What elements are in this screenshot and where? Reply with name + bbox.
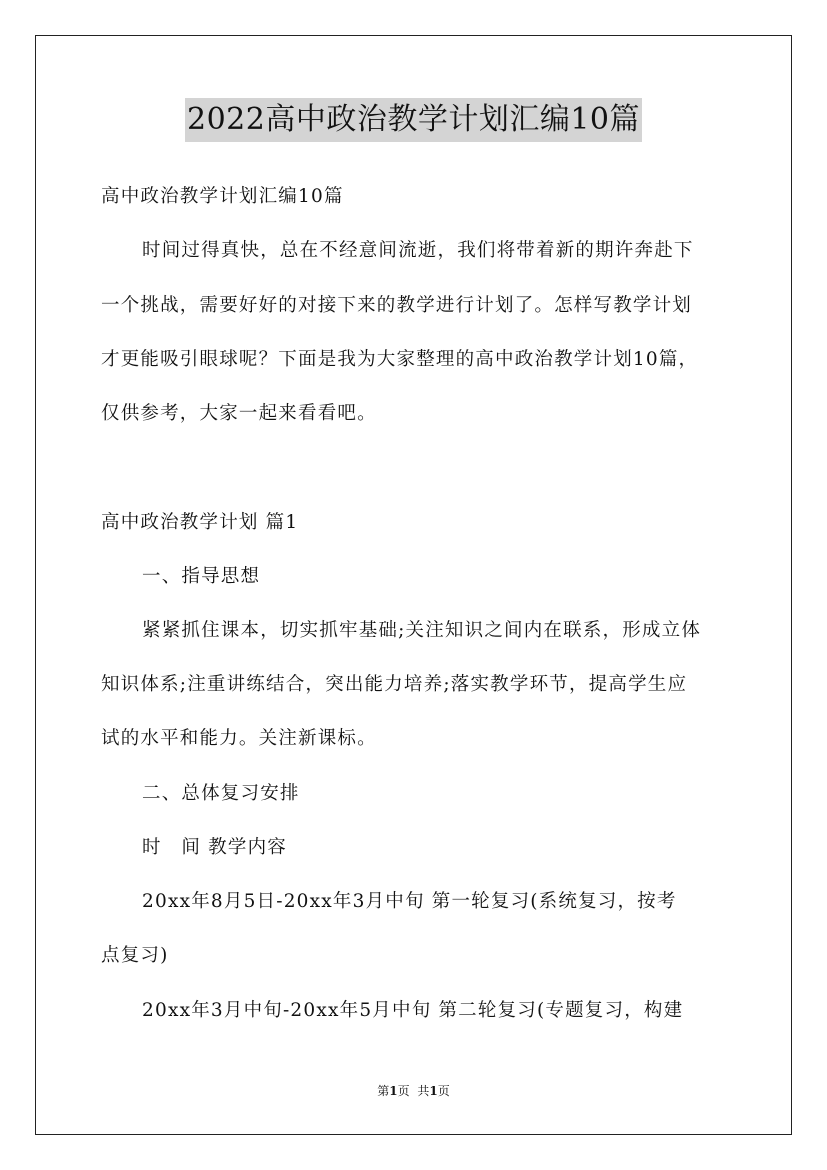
- paragraph-line: 紧紧抓住课本，切实抓牢基础;关注知识之间内在联系，形成立体: [142, 620, 702, 641]
- footer-page-mid: 页: [397, 1084, 410, 1098]
- section-heading: 高中政治教学计划 篇1: [101, 512, 299, 533]
- footer-total-number: 1: [429, 1084, 438, 1098]
- document-title: 2022高中政治教学计划汇编10篇: [185, 98, 642, 142]
- subsection-heading: 二、总体复习安排: [142, 783, 300, 804]
- paragraph-line: 知识体系;注重讲练结合，突出能力培养;落实教学环节，提高学生应: [101, 674, 688, 695]
- table-header-line: 时 间 教学内容: [142, 837, 287, 858]
- paragraph-line: 试的水平和能力。关注新课标。: [101, 728, 377, 749]
- footer-page-prefix: 第: [377, 1084, 390, 1098]
- footer-page-number: 1: [389, 1084, 398, 1098]
- paragraph-line: 时间过得真快，总在不经意间流逝，我们将带着新的期许奔赴下: [142, 240, 694, 261]
- paragraph-line: 仅供参考，大家一起来看看吧。: [101, 403, 377, 424]
- schedule-line: 20xx年3月中旬-20xx年5月中旬 第二轮复习(专题复习，构建: [142, 1000, 684, 1021]
- paragraph-line: 一个挑战，需要好好的对接下来的教学进行计划了。怎样写教学计划: [101, 295, 693, 316]
- paragraph-line: 才更能吸引眼球呢？下面是我为大家整理的高中政治教学计划10篇，: [101, 349, 699, 370]
- title-container: [0, 98, 827, 142]
- footer-total-suffix: 页: [437, 1084, 450, 1098]
- footer-total-prefix: 共: [417, 1084, 430, 1098]
- subsection-heading: 一、指导思想: [142, 566, 261, 587]
- schedule-line: 20xx年8月5日-20xx年3月中旬 第一轮复习(系统复习，按考: [142, 891, 677, 912]
- page-footer: [0, 1082, 827, 1099]
- schedule-line: 点复习): [101, 945, 169, 966]
- subtitle: 高中政治教学计划汇编10篇: [101, 186, 344, 207]
